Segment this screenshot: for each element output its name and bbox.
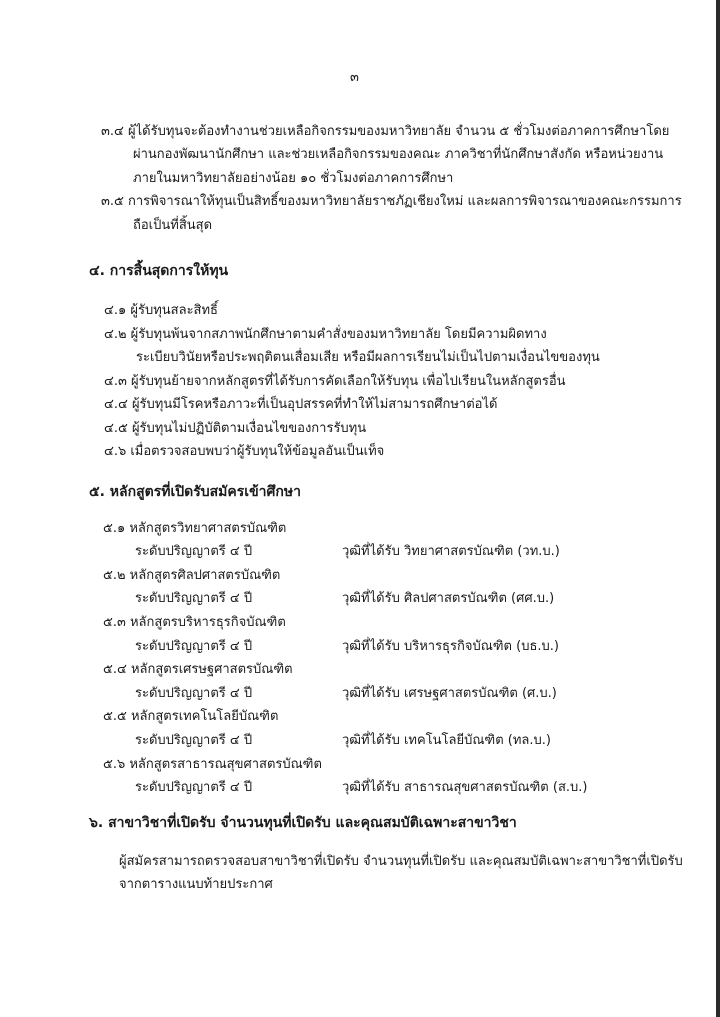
page-number: ๓ <box>350 70 359 85</box>
item-3-4-line-1: ๓.๔ ผู้ได้รับทุนจะต้องทำงานช่วยเหลือกิจกรรมของมหาวิทยาลัย จำนวน ๕ ชั่วโมงต่อภาคการศึกษาโดย <box>101 124 670 139</box>
item-4-2-line-2: ระเบียบวินัยหรือประพฤติตนเสื่อมเสีย หรือมีผลการเรียนไม่เป็นไปตามเงื่อนไขของทุน <box>136 350 600 365</box>
program-level: ระดับปริญญาตรี ๔ ปี <box>135 639 253 654</box>
item-3-4-line-3: ภายในมหาวิทยาลัยอย่างน้อย ๑๐ ชั่วโมงต่อภาคการศึกษา <box>133 171 454 186</box>
program-degree: วุฒิที่ได้รับ วิทยาศาสตรบัณฑิต (วท.บ.) <box>342 544 560 559</box>
program-name: ๕.๕ หลักสูตรเทคโนโลยีบัณฑิต <box>103 709 279 724</box>
program-name: ๕.๔ หลักสูตรเศรษฐศาสตรบัณฑิต <box>103 662 293 677</box>
program-level: ระดับปริญญาตรี ๔ ปี <box>135 780 253 795</box>
section-4-heading: ๔. การสิ้นสุดการให้ทุน <box>89 263 229 279</box>
section-5-heading: ๕. หลักสูตรที่เปิดรับสมัครเข้าศึกษา <box>89 484 301 500</box>
program-degree: วุฒิที่ได้รับ บริหารธุรกิจบัณฑิต (บธ.บ.) <box>342 639 559 654</box>
program-name: ๕.๒ หลักสูตรศิลปศาสตรบัณฑิต <box>103 568 281 583</box>
item-4-6: ๔.๖ เมื่อตรวจสอบพบว่าผู้รับทุนให้ข้อมูลอันเป็นเท็จ <box>104 444 385 459</box>
program-degree: วุฒิที่ได้รับ เศรษฐศาสตรบัณฑิต (ศ.บ.) <box>342 686 557 701</box>
program-name: ๕.๓ หลักสูตรบริหารธุรกิจบัณฑิต <box>103 615 286 630</box>
program-level: ระดับปริญญาตรี ๔ ปี <box>135 686 253 701</box>
program-level: ระดับปริญญาตรี ๔ ปี <box>135 591 253 606</box>
scan-edge <box>716 0 720 1017</box>
item-3-4-line-2: ผ่านกองพัฒนานักศึกษา และช่วยเหลือกิจกรรมของคณะ ภาควิชาที่นักศึกษาสังกัด หรือหน่วยงาน <box>133 147 664 162</box>
program-name: ๕.๑ หลักสูตรวิทยาศาสตรบัณฑิต <box>103 521 287 536</box>
item-4-5: ๔.๕ ผู้รับทุนไม่ปฏิบัติตามเงื่อนไขของการรับทุน <box>104 421 367 436</box>
section-6-heading: ๖. สาขาวิชาที่เปิดรับ จำนวนทุนที่เปิดรับ และคุณสมบัติเฉพาะสาขาวิชา <box>89 815 517 831</box>
item-4-2-line-1: ๔.๒ ผู้รับทุนพ้นจากสภาพนักศึกษาตามคำสั่งของมหาวิทยาลัย โดยมีความผิดทาง <box>104 327 547 342</box>
program-degree: วุฒิที่ได้รับ ศิลปศาสตรบัณฑิต (ศศ.บ.) <box>342 591 555 606</box>
section-6-paragraph-line-1: ผู้สมัครสามารถตรวจสอบสาขาวิชาที่เปิดรับ จำนวนทุนที่เปิดรับ และคุณสมบัติเฉพาะสาขาวิชาที่เปิดรับ <box>119 854 683 869</box>
program-degree: วุฒิที่ได้รับ เทคโนโลยีบัณฑิต (ทล.บ.) <box>342 733 551 748</box>
item-4-4: ๔.๔ ผู้รับทุนมีโรคหรือภาวะที่เป็นอุปสรรคที่ทำให้ไม่สามารถศึกษาต่อได้ <box>104 397 498 412</box>
item-3-5-line-2: ถือเป็นที่สิ้นสุด <box>133 218 213 233</box>
program-degree: วุฒิที่ได้รับ สาธารณสุขศาสตรบัณฑิต (ส.บ.) <box>342 780 588 795</box>
program-level: ระดับปริญญาตรี ๔ ปี <box>135 544 253 559</box>
item-4-3: ๔.๓ ผู้รับทุนย้ายจากหลักสูตรที่ได้รับการคัดเลือกให้รับทุน เพื่อไปเรียนในหลักสูตรอื่น <box>104 374 566 389</box>
program-name: ๕.๖ หลักสูตรสาธารณสุขศาสตรบัณฑิต <box>103 757 322 772</box>
section-6-paragraph-line-2: จากตารางแนบท้ายประกาศ <box>119 877 273 892</box>
item-3-5-line-1: ๓.๕ การพิจารณาให้ทุนเป็นสิทธิ์ของมหาวิทยาลัยราชภัฏเชียงใหม่ และผลการพิจารณาของคณะกรรมการ <box>101 194 682 209</box>
program-level: ระดับปริญญาตรี ๔ ปี <box>135 733 253 748</box>
item-4-1: ๔.๑ ผู้รับทุนสละสิทธิ์ <box>104 303 218 318</box>
